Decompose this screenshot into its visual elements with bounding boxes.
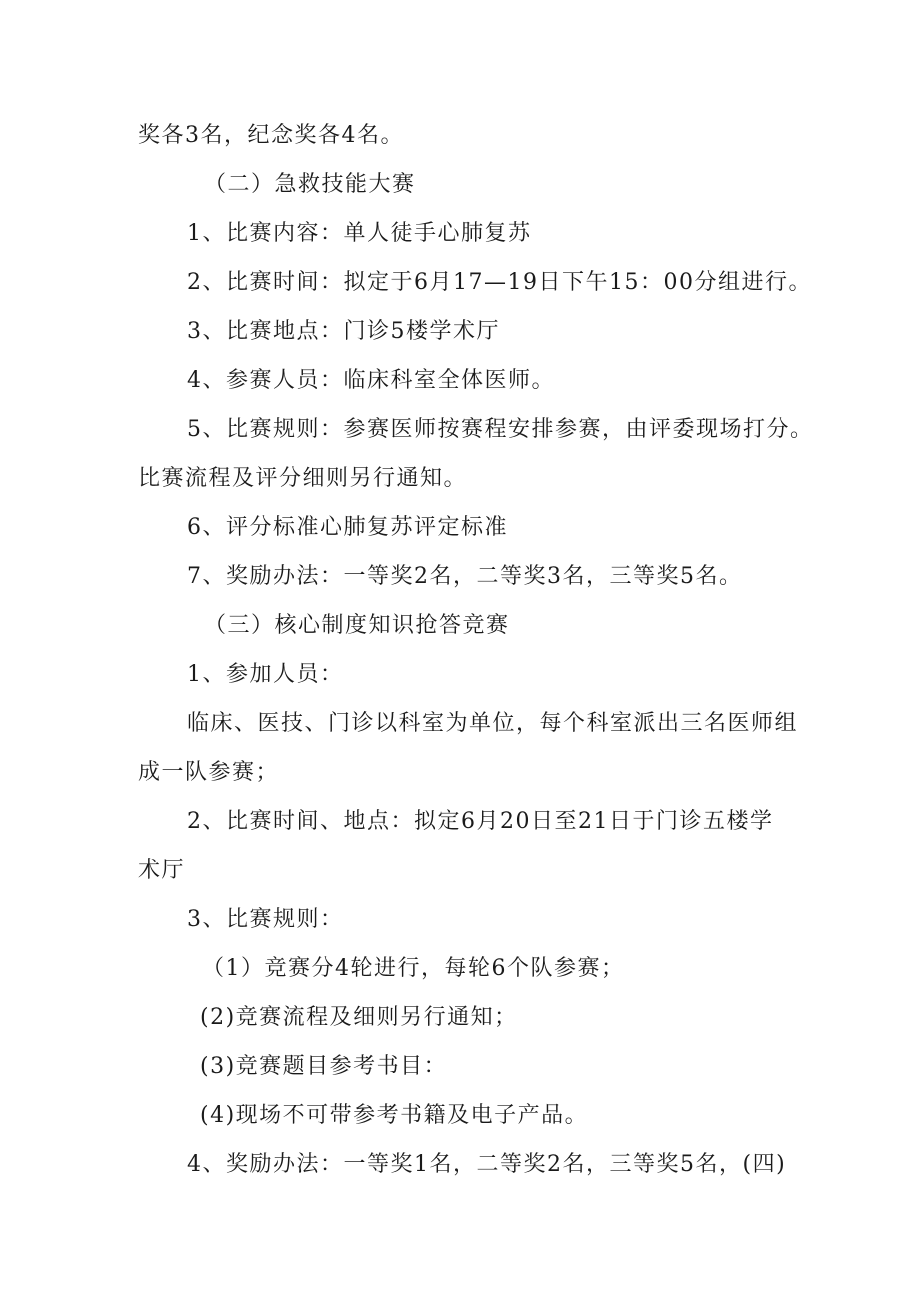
list-item: (4)现场不可带参考书籍及电子产品。 — [200, 1103, 589, 1128]
text-line: 3、比赛地点：门诊5楼学术厅 — [187, 319, 500, 344]
text-line: 1、比赛内容：单人徒手心肺复苏 — [187, 221, 532, 246]
text-line: 比赛流程及评分细则另行通知。 — [138, 466, 468, 491]
text-line: 成一队参赛； — [138, 760, 280, 785]
text-line: 术厅 — [138, 858, 186, 883]
section-heading: （三）核心制度知识抢答竞赛 — [204, 613, 510, 638]
text-line: 临床、医技、门诊以科室为单位，每个科室派出三名医师组 — [187, 711, 799, 736]
list-item: (3)竞赛题目参考书目： — [200, 1054, 448, 1079]
text-line: 1、参加人员： — [187, 662, 344, 687]
text-line: 4、参赛人员：临床科室全体医师。 — [187, 368, 555, 393]
list-item: （1）竞赛分4轮进行，每轮6个队参赛； — [202, 956, 625, 981]
text-line: 3、比赛规则： — [187, 907, 344, 932]
text-line: 奖各3名，纪念奖各4名。 — [138, 123, 404, 148]
text-line: 2、比赛时间：拟定于6月17—19日下午15：00分组进行。 — [187, 270, 812, 295]
list-item: (2)竞赛流程及细则另行通知； — [200, 1005, 518, 1030]
section-heading: （二）急救技能大赛 — [204, 172, 416, 197]
text-line: 6、评分标准心肺复苏评定标准 — [187, 515, 508, 540]
text-line: 7、奖励办法：一等奖2名，二等奖3名，三等奖5名。 — [187, 564, 743, 589]
text-line: 4、奖励办法：一等奖1名，二等奖2名，三等奖5名，(四) — [187, 1152, 787, 1177]
text-line: 5、比赛规则：参赛医师按赛程安排参赛，由评委现场打分。 — [187, 417, 814, 442]
text-line: 2、比赛时间、地点：拟定6月20日至21日于门诊五楼学 — [187, 809, 774, 834]
